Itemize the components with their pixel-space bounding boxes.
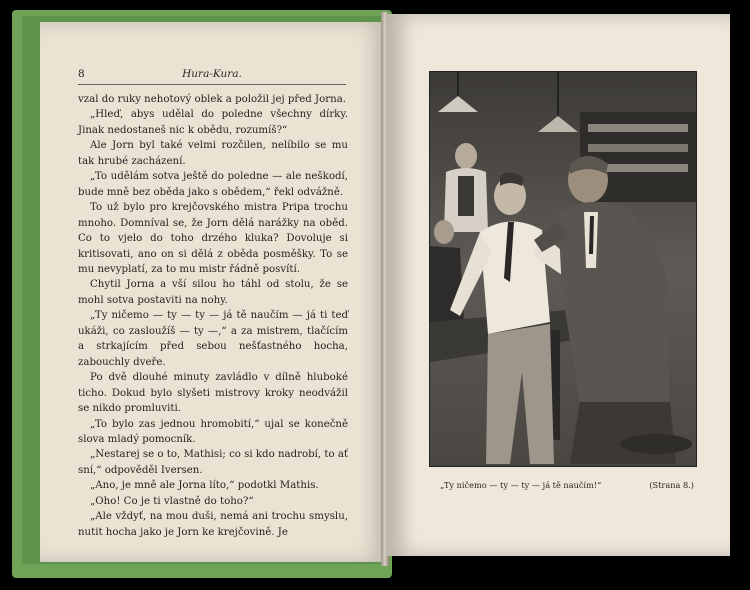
paragraph: „Nestarej se o to, Mathisi; co si kdo nadrobí, to ať sní,“ odpověděl Iversen. <box>78 449 348 476</box>
paragraph: Po dvě dlouhé minuty zavládlo v dílně hluboké ticho. Dokud bylo slyšeti mistrovy kroky neodvážil se nikdo promluviti. <box>78 372 348 415</box>
paragraph: „Oho! Co je ti vlastně do toho?“ <box>90 495 254 507</box>
paragraph: vzal do ruky nehotový oblek a položil jej před Jorna. <box>78 94 347 105</box>
running-title: Hura-Kura. <box>182 68 242 80</box>
illustration-caption <box>440 480 694 490</box>
illustration-plate <box>429 71 697 467</box>
page-number: 8 <box>78 68 85 80</box>
body-text <box>78 92 348 540</box>
paragraph: „To bylo zas jednou hromobití,“ ujal se konečně slova mladý pomocník. <box>78 418 348 445</box>
paragraph: „To udělám sotva ještě do poledne — ale neškodí, bude mně bez oběda jako s obědem,“ řekl odvážně. <box>78 171 348 198</box>
tailor-workshop-illustration <box>430 72 696 466</box>
paragraph: „Hleď, abys udělal do poledne všechny dírky. Jinak nedostaneš nic k obědu, rozumíš?“ <box>78 109 348 136</box>
paragraph: Ale Jorn byl také velmi rozčilen, nelíbilo se mu tak hrubé zacházení. <box>78 140 348 167</box>
paragraph: „Ty ničemo — ty — ty — já tě naučím — já ti teď ukáži, co zasloužíš — ty —,“ a za mistrem, tlačícím a strkajícím před sebou nešťastného hocha, zabouchly dveře. <box>78 310 348 368</box>
caption-quote: „Ty ničemo — ty — ty — já tě naučím!“ <box>440 480 602 490</box>
page-header <box>78 68 346 85</box>
paragraph: To už bylo pro krejčovského mistra Pripa trochu mnoho. Domníval se, že Jorn dělá narážky na oběd. Co to vjelo do toho drzého kluka? Dovoluje si kritisovati, ano on si dělá z oběda posměšky. To se mu nevyplatí, za to mu mistr řádně posvítí. <box>78 202 348 275</box>
caption-page-reference: (Strana 8.) <box>649 480 694 490</box>
paragraph: „Ano, je mně ale Jorna líto,“ podotkl Mathis. <box>90 480 319 492</box>
paragraph: Chytil Jorna a vší silou ho táhl od stolu, že se mohl sotva postaviti na nohy. <box>78 279 348 306</box>
paragraph: „Ale vždyť, na mou duši, nemá ani trochu smyslu, nutit hocha jako je Jorn ke krejčovině. Je <box>78 511 348 538</box>
